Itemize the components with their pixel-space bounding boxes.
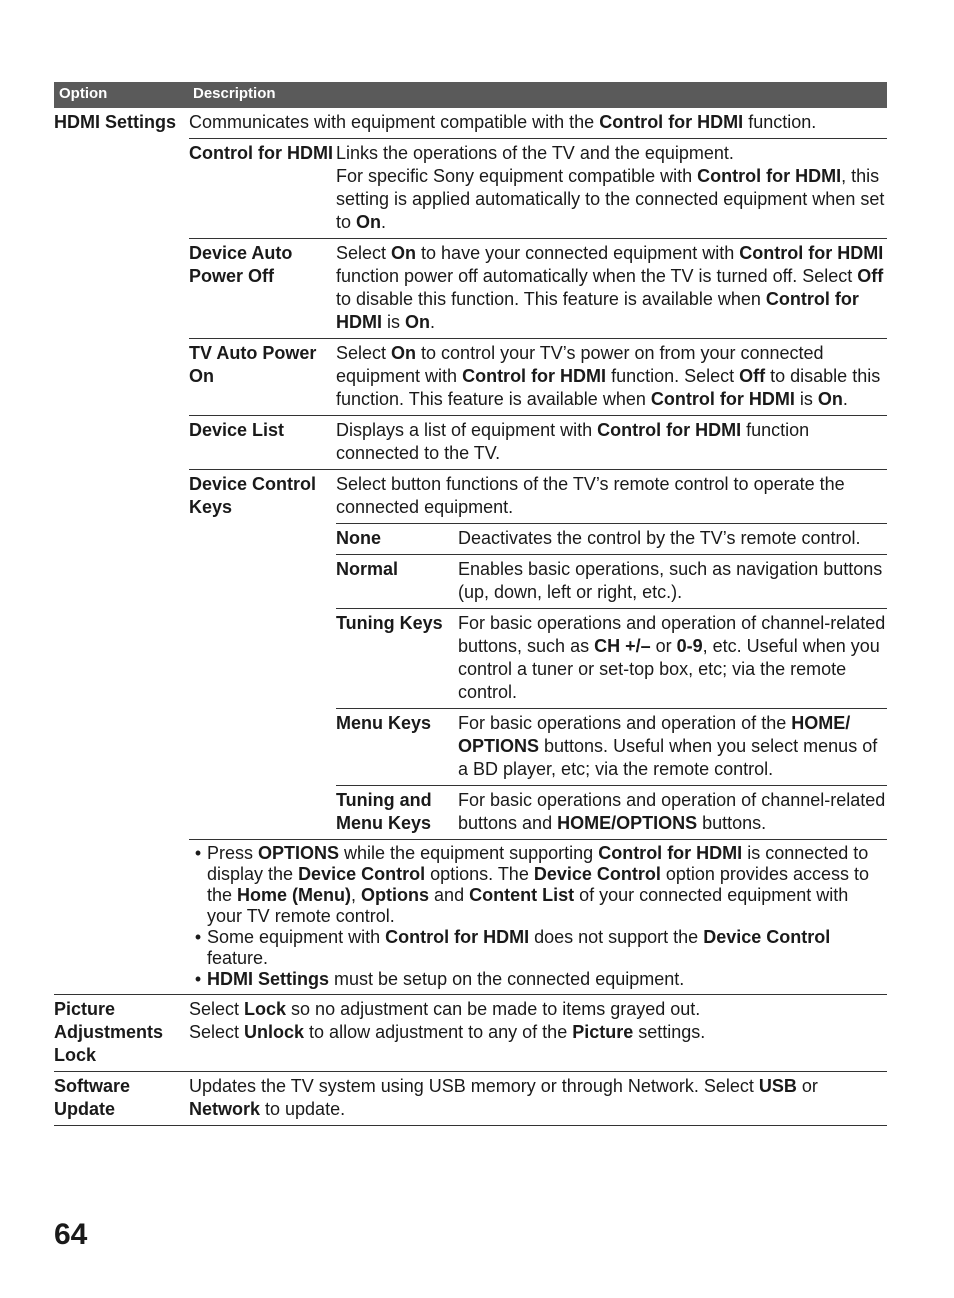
suboption-name: Control for HDMI	[189, 143, 333, 163]
suboption-name: Device Control Keys	[189, 474, 317, 517]
note-item	[189, 969, 887, 990]
suboption-name: TV Auto Power On	[189, 343, 317, 386]
control-keys-table	[336, 523, 887, 839]
bullet-icon: •	[194, 927, 202, 947]
subrow-tv-auto-power-on	[189, 338, 887, 415]
header-description: Description	[193, 85, 276, 102]
suboption-description: Select On to control your TV’s power on from your connected equipment with Control for HDMI function. Select Off to disable this function. This feature is available when Control for HDMI is On.	[336, 343, 881, 409]
key-name: None	[336, 528, 381, 548]
key-description: Enables basic operations, such as navigation buttons (up, down, left or right, etc.).	[458, 559, 883, 602]
suboption-description: Links the operations of the TV and the equipment. For specific Sony equipment compatible with Control for HDMI, this setting is applied automatically to the connected equipment when set to On.	[336, 143, 885, 232]
picture-lock-description: Select Lock so no adjustment can be made to items grayed out. Select Unlock to allow adjustment to any of the Picture settings.	[189, 999, 706, 1042]
suboption-description: Displays a list of equipment with Control for HDMI function connected to the TV.	[336, 420, 810, 463]
suboption-name: Device List	[189, 420, 285, 440]
hdmi-notes	[189, 839, 887, 994]
key-description: For basic operations and operation of the HOME/ OPTIONS buttons. Useful when you select menus of a BD player, etc; via the remote control.	[458, 713, 878, 779]
note-item	[189, 843, 887, 927]
note-text: HDMI Settings must be setup on the connected equipment.	[207, 969, 685, 989]
settings-table	[54, 82, 887, 1126]
software-update-description: Updates the TV system using USB memory or through Network. Select USB or Network to update.	[189, 1076, 818, 1119]
key-description: For basic operations and operation of channel-related buttons, such as CH +/– or 0-9, etc. Useful when you control a tuner or set-top box, etc; via the remote control.	[458, 613, 886, 702]
bullet-icon: •	[194, 969, 202, 989]
subrow-device-list	[189, 415, 887, 469]
table-header	[54, 82, 887, 108]
key-row-none	[336, 523, 887, 554]
subrow-device-auto-power-off	[189, 238, 887, 338]
subrow-control-for-hdmi	[189, 138, 887, 238]
key-name: Tuning and Menu Keys	[336, 790, 432, 833]
hdmi-settings-description	[189, 108, 887, 994]
suboption-description: Select button functions of the TV’s remote control to operate the connected equipment.	[336, 474, 845, 517]
bullet-icon: •	[194, 843, 202, 863]
key-name: Tuning Keys	[336, 613, 443, 633]
page-number: 64	[54, 1218, 88, 1251]
suboption-name: Device Auto Power Off	[189, 243, 293, 286]
header-option: Option	[59, 85, 108, 102]
key-row-tuning-and-menu-keys	[336, 785, 887, 839]
note-text: Some equipment with Control for HDMI does not support the Device Control feature.	[207, 927, 831, 968]
note-text: Press OPTIONS while the equipment supporting Control for HDMI is connected to display the Device Control options. The Device Control option provides access to the Home (Menu), Options and Content List of your connected equipment with your TV remote control.	[207, 843, 869, 926]
row-picture-adjustments-lock	[54, 995, 887, 1072]
subrow-device-control-keys	[189, 469, 887, 523]
option-software-update: Software Update	[54, 1076, 131, 1119]
key-description: Deactivates the control by the TV’s remote control.	[458, 528, 861, 548]
hdmi-intro: Communicates with equipment compatible with the Control for HDMI function.	[189, 112, 817, 132]
option-picture-adjustments-lock: Picture Adjustments Lock	[54, 999, 164, 1065]
key-row-tuning-keys	[336, 608, 887, 708]
note-item	[189, 927, 887, 969]
key-row-menu-keys	[336, 708, 887, 785]
option-hdmi-settings: HDMI Settings	[54, 112, 177, 132]
key-description: For basic operations and operation of channel-related buttons and HOME/OPTIONS buttons.	[458, 790, 886, 833]
suboption-description: Select On to have your connected equipment with Control for HDMI function power off automatically when the TV is turned off. Select Off to disable this function. This feature is available when Control for HDMI is On.	[336, 243, 884, 332]
row-hdmi-settings	[54, 108, 887, 995]
key-name: Normal	[336, 559, 399, 579]
key-name: Menu Keys	[336, 713, 432, 733]
row-software-update	[54, 1072, 887, 1126]
key-row-normal	[336, 554, 887, 608]
